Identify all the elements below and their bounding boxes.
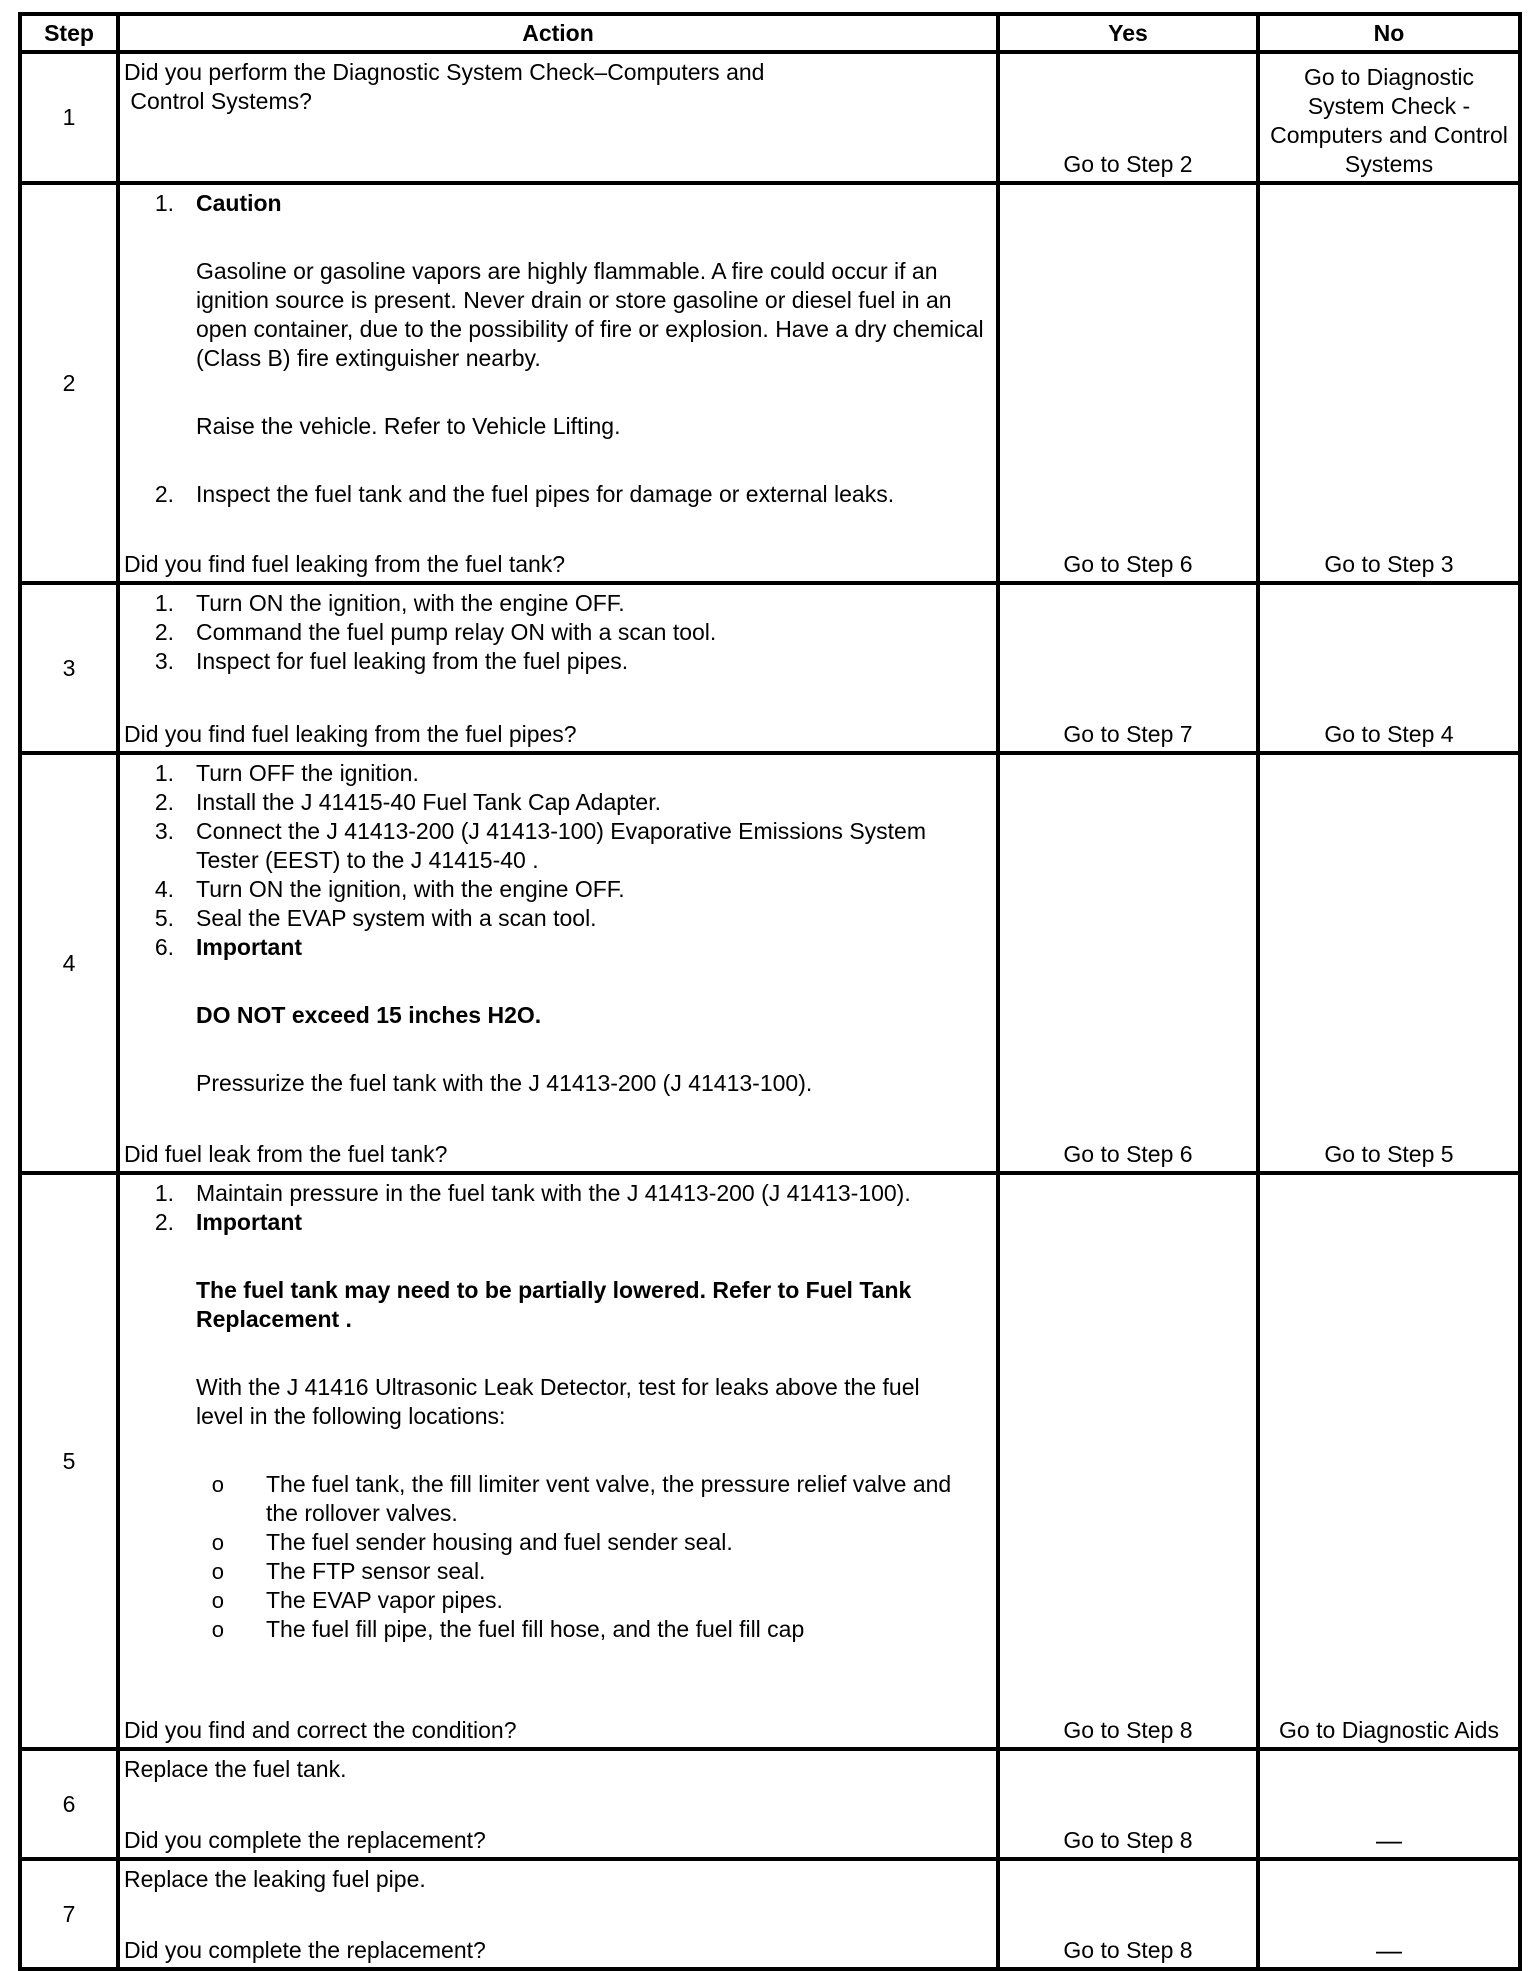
list-item bbox=[124, 875, 992, 904]
list-number: 3. bbox=[154, 648, 174, 674]
no-cell bbox=[1258, 583, 1520, 753]
header-no: No bbox=[1258, 14, 1520, 52]
yes-cell bbox=[998, 583, 1258, 753]
important-label: Important bbox=[196, 1209, 303, 1235]
step-row-3 bbox=[20, 583, 1520, 753]
no-result: Go to Step 3 bbox=[1324, 551, 1454, 577]
list-text: Maintain pressure in the fuel tank with the J 41413-200 (J 41413-100). bbox=[196, 1180, 911, 1206]
bullet-item bbox=[124, 1586, 992, 1615]
step-row-4 bbox=[20, 753, 1520, 1173]
bullet-text: The EVAP vapor pipes. bbox=[266, 1587, 503, 1613]
action-cell bbox=[118, 753, 998, 1173]
list-item bbox=[124, 412, 992, 441]
list-number: 2. bbox=[154, 789, 174, 815]
action-cell bbox=[118, 52, 998, 183]
no-result: — bbox=[1376, 1935, 1402, 1965]
list-number: 1. bbox=[154, 190, 174, 216]
no-cell bbox=[1258, 1173, 1520, 1749]
list-item bbox=[124, 257, 992, 373]
yes-result: Go to Step 8 bbox=[1063, 1827, 1193, 1853]
yes-cell bbox=[998, 753, 1258, 1173]
step-number: 5 bbox=[20, 1173, 118, 1749]
bullet-text: The FTP sensor seal. bbox=[266, 1558, 486, 1584]
list-text: Seal the EVAP system with a scan tool. bbox=[196, 905, 597, 931]
question-text: Did fuel leak from the fuel tank? bbox=[124, 1141, 448, 1167]
step-row-5 bbox=[20, 1173, 1520, 1749]
list-item bbox=[124, 1001, 992, 1030]
step-row-6 bbox=[20, 1749, 1520, 1859]
action-text: Control Systems? bbox=[124, 88, 312, 114]
yes-result: Go to Step 6 bbox=[1063, 551, 1193, 577]
bullet-mark: o bbox=[211, 1617, 224, 1642]
step-row-7 bbox=[20, 1859, 1520, 1969]
bullet-text: The fuel tank, the fill limiter vent valve, the pressure relief valve and the rollover valves. bbox=[266, 1471, 952, 1526]
step-number: 3 bbox=[20, 583, 118, 753]
no-result: — bbox=[1376, 1825, 1402, 1855]
action-cell bbox=[118, 1749, 998, 1859]
yes-result: Go to Step 8 bbox=[1063, 1937, 1193, 1963]
list-item bbox=[124, 788, 992, 817]
step-number: 6 bbox=[20, 1749, 118, 1859]
step-number: 4 bbox=[20, 753, 118, 1173]
header-step: Step bbox=[20, 14, 118, 52]
list-text: Inspect for fuel leaking from the fuel pipes. bbox=[196, 648, 629, 674]
list-number: 2. bbox=[154, 481, 174, 507]
no-cell bbox=[1258, 1859, 1520, 1969]
list-number: 5. bbox=[154, 905, 174, 931]
no-result: Go to Step 5 bbox=[1324, 1141, 1454, 1167]
action-text: Replace the fuel tank. bbox=[124, 1756, 347, 1782]
action-cell bbox=[118, 583, 998, 753]
list-item bbox=[124, 933, 992, 962]
step-number: 7 bbox=[20, 1859, 118, 1969]
no-result: Go to Diagnostic System Check - Computers and Control Systems bbox=[1270, 64, 1508, 177]
diagnostic-table bbox=[18, 12, 1522, 1971]
step-row-2 bbox=[20, 183, 1520, 583]
list-item bbox=[124, 1276, 992, 1334]
step-row-1 bbox=[20, 52, 1520, 183]
list-item bbox=[124, 480, 992, 509]
header-action: Action bbox=[118, 14, 998, 52]
question-text: Did you complete the replacement? bbox=[124, 1827, 486, 1853]
list-text: Install the J 41415-40 Fuel Tank Cap Adapter. bbox=[196, 789, 661, 815]
yes-cell bbox=[998, 1173, 1258, 1749]
bullet-item bbox=[124, 1557, 992, 1586]
bullet-item bbox=[124, 1615, 992, 1644]
no-cell bbox=[1258, 183, 1520, 583]
list-item bbox=[124, 1069, 992, 1098]
caution-text: Gasoline or gasoline vapors are highly flammable. A fire could occur if an ignition source is present. Never drain or store gasoline or diesel fuel in an open container, due to the possibility of fire or explosion. Have a dry chemical (Class B) fire extinguisher nearby. bbox=[196, 258, 984, 371]
bullet-mark: o bbox=[211, 1559, 224, 1584]
no-cell bbox=[1258, 753, 1520, 1173]
list-number: 3. bbox=[154, 818, 174, 844]
yes-result: Go to Step 7 bbox=[1063, 721, 1193, 747]
yes-cell bbox=[998, 52, 1258, 183]
list-item bbox=[124, 189, 992, 218]
bullet-mark: o bbox=[211, 1530, 224, 1555]
pressurize-text: Pressurize the fuel tank with the J 41413-200 (J 41413-100). bbox=[196, 1070, 813, 1096]
list-text: Turn ON the ignition, with the engine OFF. bbox=[196, 876, 625, 902]
list-number: 1. bbox=[154, 760, 174, 786]
list-item bbox=[124, 904, 992, 933]
question-text: Did you find fuel leaking from the fuel tank? bbox=[124, 551, 566, 577]
yes-cell bbox=[998, 1859, 1258, 1969]
list-text: Turn ON the ignition, with the engine OFF. bbox=[196, 590, 625, 616]
action-cell bbox=[118, 1859, 998, 1969]
list-item bbox=[124, 1179, 992, 1208]
bullet-item bbox=[124, 1528, 992, 1557]
raise-text: Raise the vehicle. Refer to Vehicle Lifting. bbox=[196, 413, 621, 439]
list-number: 4. bbox=[154, 876, 174, 902]
no-result: Go to Diagnostic Aids bbox=[1279, 1717, 1499, 1743]
important-text: The fuel tank may need to be partially lowered. Refer to Fuel Tank Replacement . bbox=[196, 1277, 912, 1332]
no-result: Go to Step 4 bbox=[1324, 721, 1454, 747]
step-number: 2 bbox=[20, 183, 118, 583]
no-cell bbox=[1258, 1749, 1520, 1859]
list-text: Turn OFF the ignition. bbox=[196, 760, 419, 786]
yes-cell bbox=[998, 183, 1258, 583]
detector-text: With the J 41416 Ultrasonic Leak Detector, test for leaks above the fuel level in the following locations: bbox=[196, 1374, 920, 1429]
bullet-text: The fuel sender housing and fuel sender seal. bbox=[266, 1529, 733, 1555]
caution-label: Caution bbox=[196, 190, 282, 216]
list-number: 2. bbox=[154, 619, 174, 645]
list-item bbox=[124, 759, 992, 788]
list-text: Inspect the fuel tank and the fuel pipes for damage or external leaks. bbox=[196, 481, 895, 507]
list-number: 1. bbox=[154, 1180, 174, 1206]
list-number: 2. bbox=[154, 1209, 174, 1235]
list-number: 6. bbox=[154, 934, 174, 960]
yes-result: Go to Step 6 bbox=[1063, 1141, 1193, 1167]
list-text: Command the fuel pump relay ON with a scan tool. bbox=[196, 619, 717, 645]
list-item bbox=[124, 1208, 992, 1237]
important-label: Important bbox=[196, 934, 303, 960]
important-text: DO NOT exceed 15 inches H2O. bbox=[196, 1002, 542, 1028]
yes-result: Go to Step 2 bbox=[1063, 151, 1193, 177]
bullet-text: The fuel fill pipe, the fuel fill hose, and the fuel fill cap bbox=[266, 1616, 805, 1642]
action-cell bbox=[118, 1173, 998, 1749]
question-text: Did you find fuel leaking from the fuel pipes? bbox=[124, 721, 577, 747]
action-text: Did you perform the Diagnostic System Check–Computers and bbox=[124, 59, 765, 85]
bullet-item bbox=[124, 1470, 992, 1528]
no-cell bbox=[1258, 52, 1520, 183]
question-text: Did you find and correct the condition? bbox=[124, 1717, 517, 1743]
header-row bbox=[20, 14, 1520, 52]
action-text: Replace the leaking fuel pipe. bbox=[124, 1866, 426, 1892]
list-text: Connect the J 41413-200 (J 41413-100) Evaporative Emissions System Tester (EEST) to the J 41415-40 . bbox=[196, 818, 927, 873]
yes-cell bbox=[998, 1749, 1258, 1859]
list-number: 1. bbox=[154, 590, 174, 616]
list-item bbox=[124, 647, 992, 676]
bullet-mark: o bbox=[211, 1588, 224, 1613]
list-item bbox=[124, 589, 992, 618]
step-number: 1 bbox=[20, 52, 118, 183]
list-item bbox=[124, 618, 992, 647]
yes-result: Go to Step 8 bbox=[1063, 1717, 1193, 1743]
list-item bbox=[124, 817, 992, 875]
list-item bbox=[124, 1373, 992, 1431]
header-yes: Yes bbox=[998, 14, 1258, 52]
question-text: Did you complete the replacement? bbox=[124, 1937, 486, 1963]
bullet-mark: o bbox=[211, 1472, 224, 1497]
action-cell bbox=[118, 183, 998, 583]
